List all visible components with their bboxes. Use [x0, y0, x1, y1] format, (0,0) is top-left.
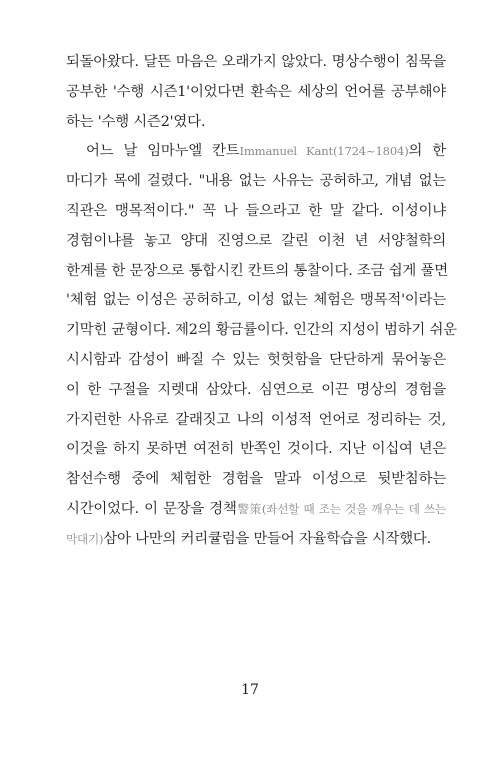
text-line: 마디가 목에 걸렸다. "내용 없는 사유는 공허하고, 개념 없는: [66, 173, 446, 190]
text-line: 되돌아왔다. 달뜬 마음은 오래가지 않았다. 명상수행이 침묵을: [66, 54, 446, 70]
text-line: 가지런한 사유로 갈래짓고 나의 이성적 언어로 정리하는 것,: [66, 411, 446, 428]
text-segment: 시간이었다. 이 문장을 경책: [66, 500, 237, 517]
text-line: 이것을 하지 못하면 여전히 반쪽인 것이다. 지난 이십여 년은: [66, 441, 446, 458]
author-aside: Immanuel Kant(1724~1804): [239, 144, 409, 159]
text-line: 하는 '수행 시즌2'였다.: [66, 113, 206, 130]
page-number: 17: [241, 682, 259, 698]
body-text: [66, 48, 457, 555]
text-line: '체험 없는 이성은 공허하고, 이성 없는 체험은 맹목적'이라는: [66, 292, 446, 309]
text-line: [66, 525, 446, 555]
gloss-aside: 警策(좌선할 때 조는 것을 깨우는 데 쓰는: [236, 501, 446, 516]
text-line: 경험이냐를 놓고 양대 진영으로 갈린 이천 년 서양철학의: [66, 232, 446, 249]
text-line: 직관은 맹목적이다." 꼭 나 들으라고 한 말 같다. 이성이냐: [66, 202, 446, 219]
text-line: 이 한 구절을 지렛대 삼았다. 심연으로 이끈 명상의 경험을: [66, 381, 446, 398]
text-line: 참선수행 중에 체험한 경험을 말과 이성으로 뒷받침하는: [66, 471, 446, 488]
gloss-aside: 막대기): [66, 531, 104, 546]
text-line: 공부한 '수행 시즌1'이었다면 환속은 세상의 언어를 공부해야: [66, 83, 446, 100]
text-line: 한계를 한 문장으로 통합시킨 칸트의 통찰이다. 조금 쉽게 풀면: [66, 262, 448, 279]
text-line: [66, 137, 446, 167]
text-segment: 의 한: [408, 143, 446, 160]
text-line: [66, 495, 446, 525]
text-line: 기막힌 균형이다. 제2의 황금률이다. 인간의 지성이 범하기 쉬운: [66, 322, 457, 339]
text-segment: 삼아 나만의 커리큘럼을 만들어 자율학습을 시작했다.: [103, 530, 432, 547]
text-segment: 어느 날 임마누엘 칸트: [86, 143, 240, 160]
text-line: 시시함과 감성이 빠질 수 있는 헛헛함을 단단하게 묶어놓은: [66, 351, 446, 368]
